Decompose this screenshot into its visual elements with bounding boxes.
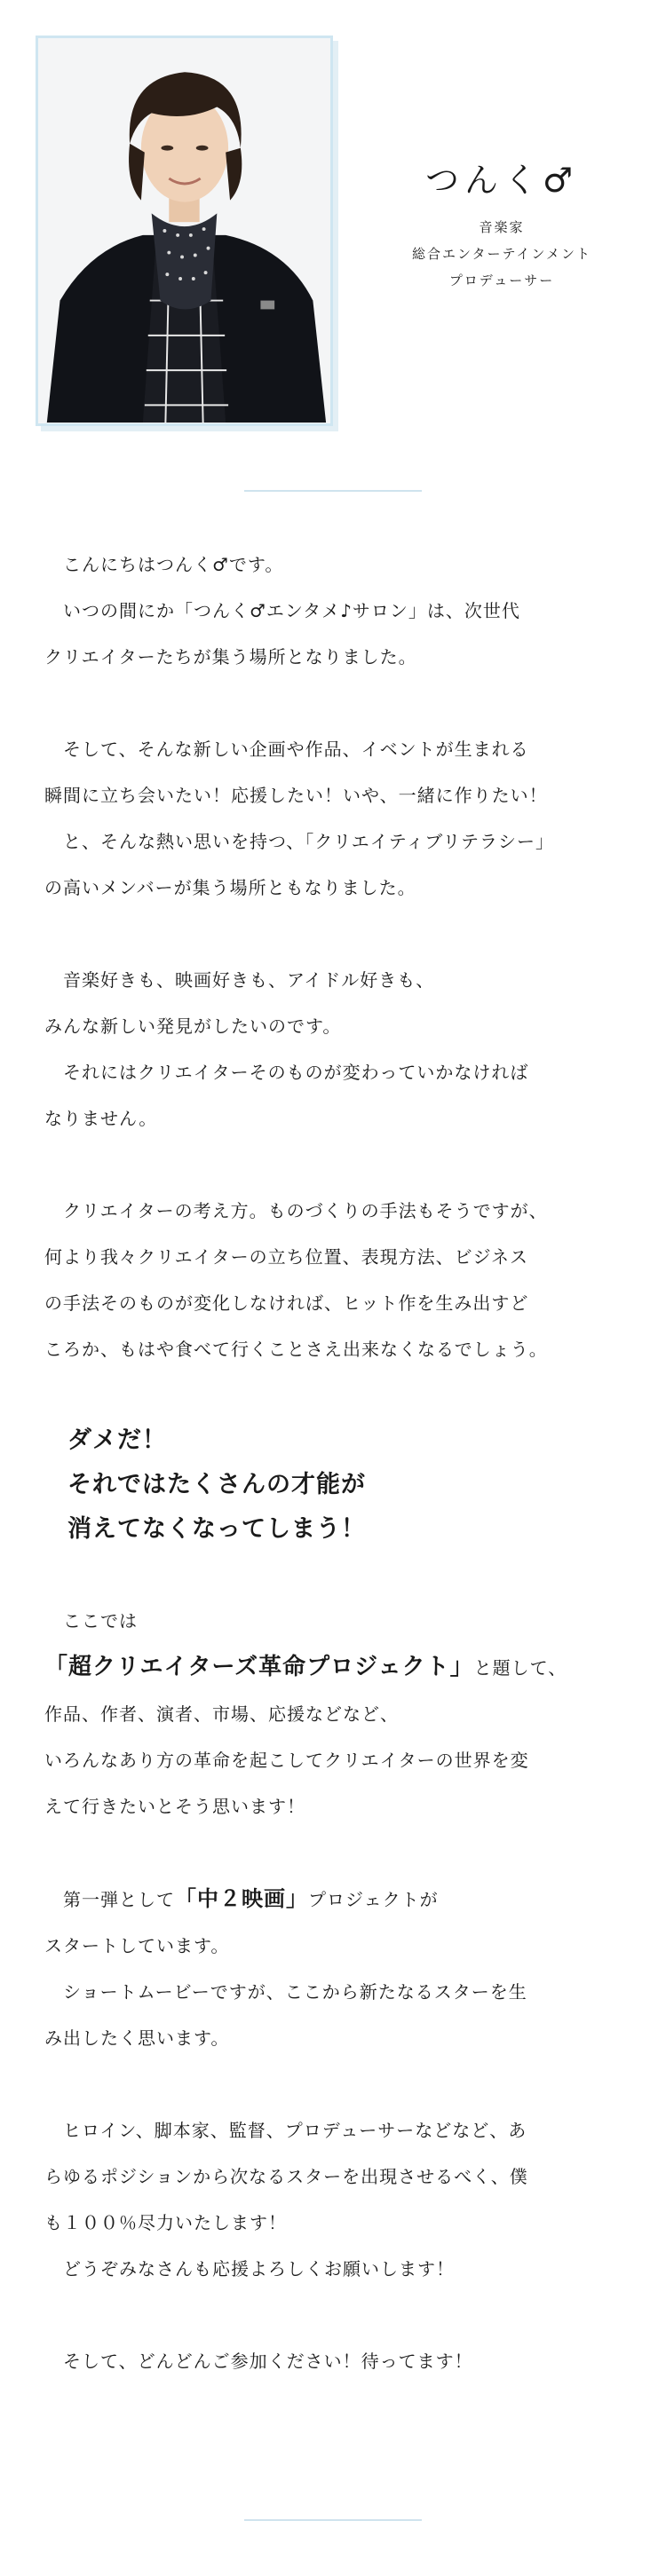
- paragraph: [44, 726, 630, 911]
- text-line: [44, 1644, 630, 1691]
- text-line: そして、そんな新しい企画や作品、イベントが生まれる: [44, 739, 529, 760]
- emphasis-line: ダメだ！: [67, 1426, 167, 1454]
- paragraph-project: [44, 1598, 630, 1829]
- text-line: ころか、もはや食べて行くことさえ出来なくなるでしょう。: [44, 1339, 548, 1360]
- message-body: [44, 541, 630, 2430]
- profile-name: つんく♂: [424, 161, 579, 200]
- portrait-photo: [38, 38, 330, 423]
- text-line: 瞬間に立ち会いたい！応援したい！いや、一緒に作りたい！: [44, 785, 548, 806]
- profile-role: プロデューサー: [448, 273, 555, 288]
- text-line: えて行きたいとそう思います！: [44, 1796, 305, 1817]
- text-line: スタートしています。: [44, 1935, 230, 1956]
- text-line: も１００％尽力いたします！: [44, 2212, 287, 2233]
- text-line: み出したく思います。: [44, 2027, 230, 2049]
- paragraph: [44, 2107, 630, 2292]
- paragraph: [44, 957, 630, 1142]
- profile-photo: [36, 36, 333, 426]
- text-line: らゆるポジションから次なるスターを出現させるべく、僕: [44, 2166, 528, 2187]
- section-divider: [244, 490, 422, 492]
- text-line: [44, 1876, 630, 1923]
- text-line: 音楽好きも、映画好きも、アイドル好きも、: [44, 969, 435, 991]
- text-line: ショートムービーですが、ここから新たなるスターを生: [44, 1981, 527, 2003]
- first-project-title: 「中２映画」: [175, 1885, 308, 1911]
- emphasis-line: それではたくさんの才能が: [67, 1471, 366, 1498]
- text-line: こんにちはつんく♂です。: [44, 554, 284, 575]
- text-line: それにはクリエイターそのものが変わっていかなければ: [44, 1062, 529, 1083]
- text-line: の手法そのものが変化しなければ、ヒット作を生み出すど: [44, 1292, 529, 1314]
- text-line: なりません。: [44, 1108, 158, 1129]
- emphasis-block: [44, 1418, 630, 1552]
- profile-section: [0, 0, 666, 444]
- text-fragment: と題して、: [473, 1657, 567, 1679]
- text-fragment: プロジェクトが: [308, 1889, 439, 1910]
- text-line: ヒロイン、脚本家、監督、プロデューサーなどなど、あ: [44, 2120, 527, 2141]
- text-line: いろんなあり方の革命を起こしてクリエイターの世界を変: [44, 1750, 529, 1771]
- text-line: いつの間にか「つんく♂エンタメ♪サロン」は、次世代: [44, 600, 520, 621]
- profile-role: 音楽家: [479, 219, 525, 235]
- text-fragment: 第一弾として: [44, 1889, 175, 1910]
- paragraph: [44, 1188, 630, 1372]
- section-divider: [244, 2519, 422, 2521]
- text-line: の高いメンバーが集う場所ともなりました。: [44, 877, 416, 898]
- text-line: ここでは: [44, 1610, 138, 1632]
- text-line: そして、どんどんご参加ください！待ってます！: [44, 2351, 473, 2372]
- emphasis-line: 消えてなくなってしまう！: [67, 1515, 366, 1543]
- project-title: 「超クリエイターズ革命プロジェクト」: [44, 1654, 474, 1680]
- text-line: みんな新しい発見がしたいのです。: [44, 1015, 342, 1037]
- text-line: クリエイターの考え方。ものづくりの手法もそうですが、: [44, 1200, 548, 1221]
- text-line: 作品、作者、演者、市場、応援などなど、: [44, 1703, 399, 1725]
- text-line: 何より我々クリエイターの立ち位置、表現方法、ビジネス: [44, 1246, 528, 1268]
- paragraph: [44, 541, 630, 680]
- text-line: どうぞみなさんも応援よろしくお願いします！: [44, 2258, 455, 2280]
- paragraph: [44, 2338, 630, 2384]
- profile-name-block: [355, 153, 648, 294]
- paragraph-first-project: [44, 1876, 630, 2061]
- text-line: と、そんな熱い思いを持つ、「クリエイティブリテラシー」: [44, 831, 554, 852]
- text-line: クリエイターたちが集う場所となりました。: [44, 646, 417, 668]
- profile-role: 総合エンターテインメント: [412, 246, 591, 262]
